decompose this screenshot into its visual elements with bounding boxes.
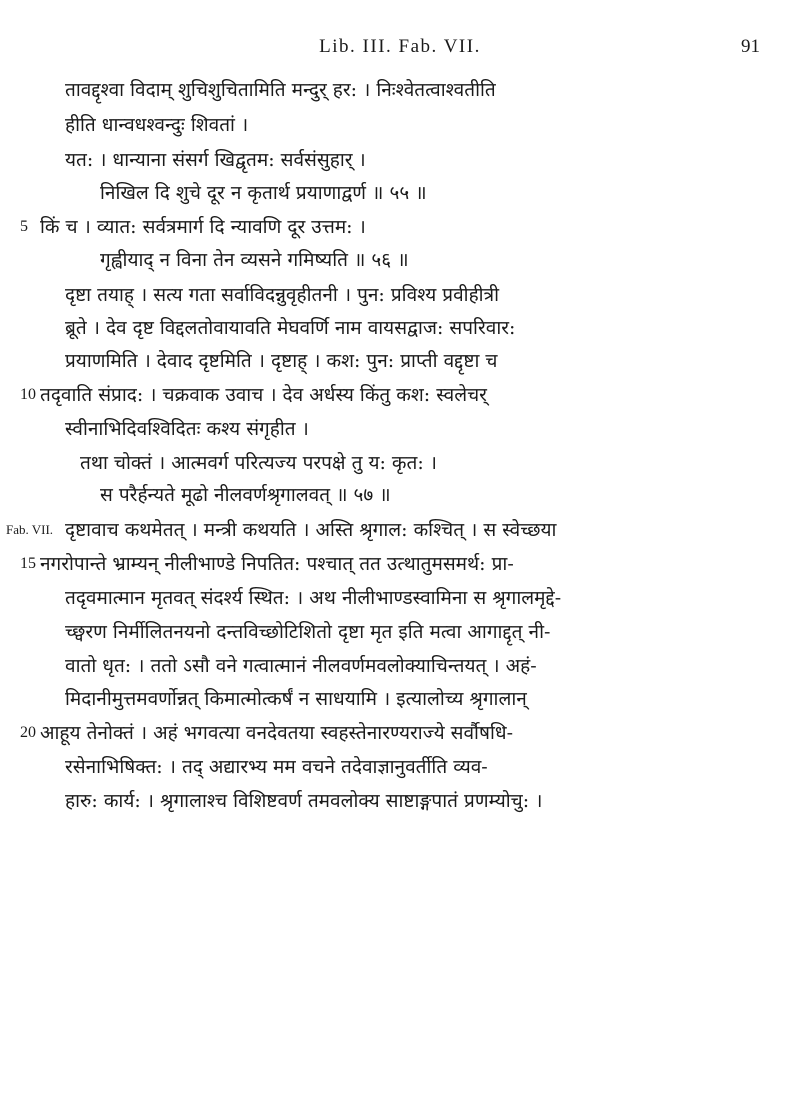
- text-line: वातो धृत: । ततो ऽसौ वने गत्वात्मानं नीलवर्णमवलोक्याचिन्तयत् । अहं-: [65, 655, 537, 677]
- text-line: तदृवमात्मान मृतवत् संदर्श्य स्थित: । अथ नीलीभाण्डस्वामिना स श्रृगालमृद्दे-: [65, 587, 562, 609]
- line-number: 10: [20, 386, 36, 403]
- verse-line: गृह्वीयाद् न विना तेन व्यसने गमिष्यति ॥ ५६ ॥: [100, 249, 409, 271]
- text-line: यत: । धान्याना संसर्ग खिद्वृतम: सर्वसंसुहार् ।: [65, 149, 366, 171]
- text-line: आहूय तेनोक्तं । अहं भगवत्या वनदेवतया स्वहस्तेनारण्यराज्ये सर्वौषधि-: [40, 722, 513, 744]
- running-title: Lib. III. Fab. VII.: [319, 36, 481, 57]
- verse-line: तथा चोक्तं । आत्मवर्ग परित्यज्य परपक्षे तु य: कृत: ।: [80, 452, 437, 474]
- text-line: प्रयाणमिति । देवाद दृष्टमिति । दृष्टाह् । कश: पुन: प्राप्ती वद्दृष्टा च: [65, 350, 498, 372]
- text-line: दृष्टावाच कथमेतत् । मन्त्री कथयति । अस्ति श्रृगाल: कश्चित् । स स्वेच्छया: [65, 519, 557, 541]
- verse-line: निखिल दि शुचे दूर न कृतार्थ प्रयाणाद्वर्ण ॥ ५५ ॥: [100, 182, 427, 204]
- text-line: तावद्दृश्वा विदाम् शुचिशुचितामिति मन्दुर् हर: । निःश्वेतत्वाश्वतीति: [65, 79, 496, 101]
- text-line: मिदानीमुत्तमवर्णोन्नत् किमात्मोत्कर्षं न साधयामि । इत्यालोच्य श्रृगालान्: [65, 688, 527, 710]
- line-number: 15: [20, 555, 36, 572]
- text-line: हारु: कार्य: । श्रृगालाश्च विशिष्टवर्ण तमवलोक्य साष्टाङ्गपातं प्रणम्योचु: ।: [65, 790, 543, 812]
- page-number: 91: [741, 36, 760, 57]
- text-line: दृष्टा तयाह् । सत्य गता सर्वाविदन्नुवृहीतनी । पुन: प्रविश्य प्रवीहीत्री: [65, 284, 499, 306]
- text-line: च्छ्वरण निर्मीलितनयनो दन्तविच्छोटिशितो दृष्टा मृत इति मत्वा आगाद्दृत् नी-: [65, 621, 551, 643]
- text-line: ब्रूते । देव दृष्ट विद्दलतोवायावति मेघवर्णि नाम वायसद्वाज: सपरिवार:: [65, 317, 516, 339]
- line-number: 5: [20, 218, 28, 235]
- verse-line: किं च । व्यात: सर्वत्रमार्ग दि न्यावणि दूर उत्तम: ।: [40, 216, 366, 238]
- running-head: [0, 36, 800, 64]
- line-number: 20: [20, 724, 36, 741]
- text-line: हीति धान्वधश्वन्दुः शिवतां ।: [65, 114, 249, 136]
- fable-marker: Fab. VII.: [6, 522, 54, 537]
- text-line: रसेनाभिषिक्त: । तद् अद्यारभ्य मम वचने तदेवाज्ञानुवर्तीति व्यव-: [65, 756, 488, 778]
- text-line: स्वीनाभिदिवश्विदितः कश्य संगृहीत ।: [65, 418, 309, 440]
- verse-line: स परैर्हन्यते मूढो नीलवर्णश्रृगालवत् ॥ ५७ ॥: [100, 484, 391, 506]
- text-line: नगरोपान्ते भ्राम्यन् नीलीभाण्डे निपतित: पश्चात् तत उत्थातुमसमर्थ: प्रा-: [40, 553, 514, 575]
- text-line: तदृवाति संप्राद: । चक्रवाक उवाच । देव अर्धस्य किंतु कश: स्वलेचर्: [40, 384, 487, 406]
